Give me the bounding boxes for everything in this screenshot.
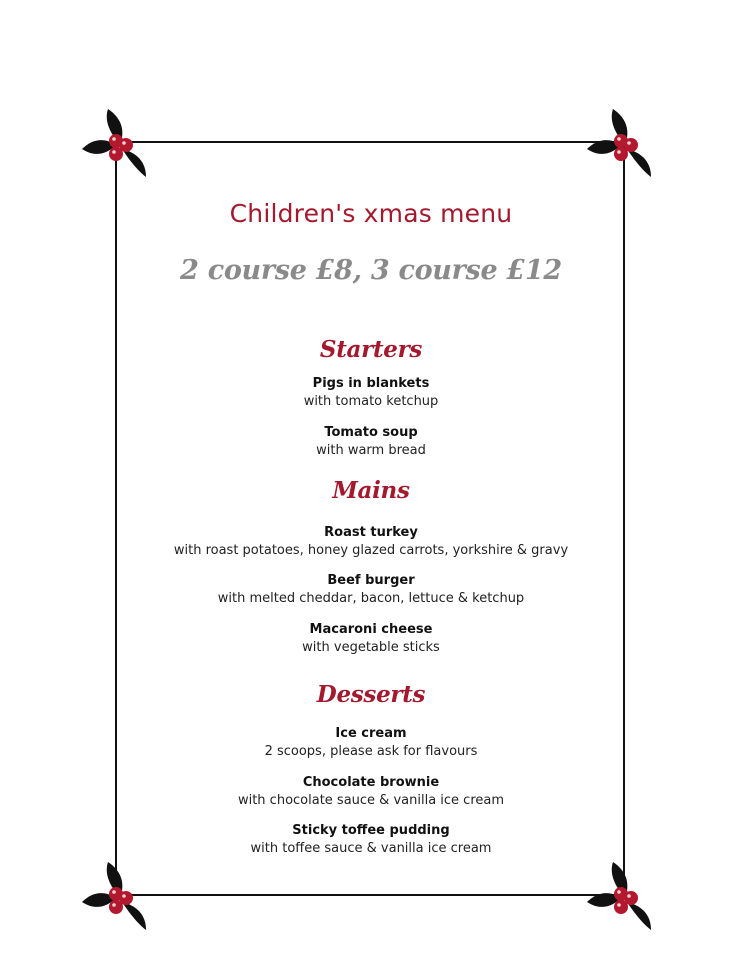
item-name: Pigs in blankets	[312, 376, 430, 391]
menu-title: Children's xmas menu	[229, 199, 513, 228]
menu-item	[117, 572, 625, 608]
section-heading-starters: Starters	[319, 336, 423, 363]
item-description: with chocolate sauce & vanilla ice cream	[237, 793, 505, 808]
menu-item	[117, 524, 625, 560]
item-description: with vegetable sticks	[302, 640, 440, 655]
holly-icon	[585, 105, 657, 181]
menu-item	[117, 774, 625, 810]
item-description: with roast potatoes, honey glazed carrots, yorkshire & gravy	[173, 543, 569, 558]
item-name: Sticky toffee pudding	[292, 823, 450, 838]
menu-item	[117, 621, 625, 657]
menu-item	[117, 725, 625, 761]
item-description: with toffee sauce & vanilla ice cream	[250, 841, 492, 856]
item-description: 2 scoops, please ask for flavours	[264, 744, 478, 759]
holly-icon	[80, 858, 152, 934]
item-description: with melted cheddar, bacon, lettuce & ketchup	[217, 591, 525, 606]
item-name: Tomato soup	[324, 425, 418, 440]
menu-item	[117, 375, 625, 411]
item-description: with warm bread	[316, 443, 426, 458]
item-name: Macaroni cheese	[309, 622, 433, 637]
section-heading-desserts: Desserts	[316, 681, 426, 708]
item-name: Ice cream	[335, 726, 407, 741]
menu-item	[117, 822, 625, 858]
holly-icon	[585, 858, 657, 934]
price-line: 2 course £8, 3 course £12	[180, 255, 562, 286]
item-name: Beef burger	[327, 573, 415, 588]
item-name: Chocolate brownie	[302, 775, 440, 790]
item-name: Roast turkey	[324, 525, 418, 540]
section-heading-mains: Mains	[332, 477, 410, 504]
menu-item	[117, 424, 625, 460]
item-description: with tomato ketchup	[303, 394, 439, 409]
holly-icon	[80, 105, 152, 181]
